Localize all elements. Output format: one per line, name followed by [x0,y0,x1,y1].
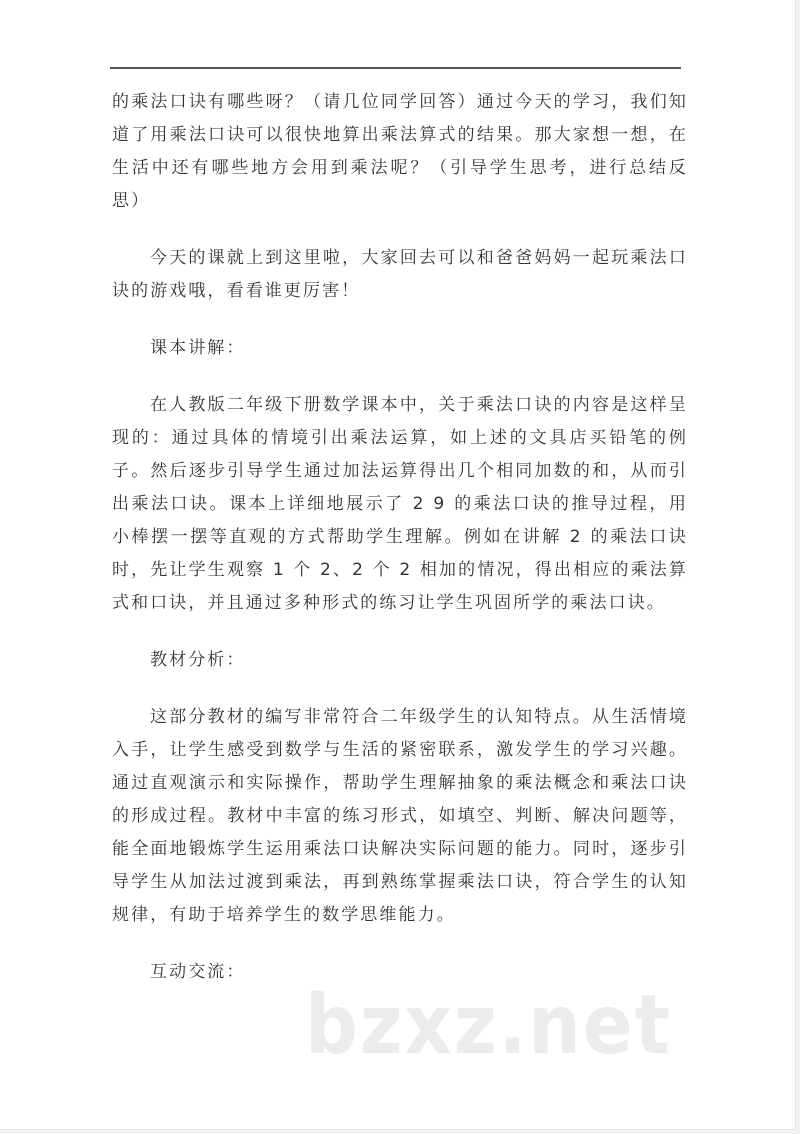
paragraph-material-analysis: 这部分教材的编写非常符合二年级学生的认知特点。从生活情境入手，让学生感受到数学与生活的紧密联系，激发学生的学习兴趣。通过直观演示和实际操作，帮助学生理解抽象的乘法概念和乘法口诀的形成过程。教材中丰富的练习形式，如填空、判断、解决问题等，能全面地锻炼学生运用乘法口诀解决实际问题的能力。同时，逐步引导学生从加法过渡到乘法，再到熟练掌握乘法口诀，符合学生的认知规律，有助于培养学生的数学思维能力。 [112,707,688,925]
section-heading-interaction: 互动交流： [150,962,246,982]
paragraph-closing-remarks: 今天的课就上到这里啦，大家回去可以和爸爸妈妈一起玩乘法口诀的游戏哦，看看谁更厉害！ [112,248,688,301]
paragraph-continuation: 的乘法口诀有哪些呀？（请几位同学回答）通过今天的学习，我们知道了用乘法口诀可以很快地算出乘法算式的结果。那大家想一想，在生活中还有哪些地方会用到乘法呢？（引导学生思考，进行总结反思） [112,92,688,211]
section-heading-textbook-explanation: 课本讲解： [150,338,246,358]
section-heading-material-analysis: 教材分析： [150,650,246,670]
document-body [112,86,688,1013]
watermark: bzxz.net [305,978,672,1073]
paragraph-textbook-explanation: 在人教版二年级下册数学课本中，关于乘法口诀的内容是这样呈现的：通过具体的情境引出乘法运算，如上述的文具店买铅笔的例子。然后逐步引导学生通过加法运算得出几个相同加数的和，从而引出乘法口诀。课本上详细地展示了 2 9 的乘法口诀的推导过程，用小棒摆一摆等直观的方式帮助学生理解。例如在讲解 2 的乘法口诀时，先让学生观察 1 个 2、2 个 2 相加的情况，得出相应的乘法算式和口诀，并且通过多种形式的练习让学生巩固所学的乘法口诀。 [112,395,688,613]
header-rule [110,67,681,69]
